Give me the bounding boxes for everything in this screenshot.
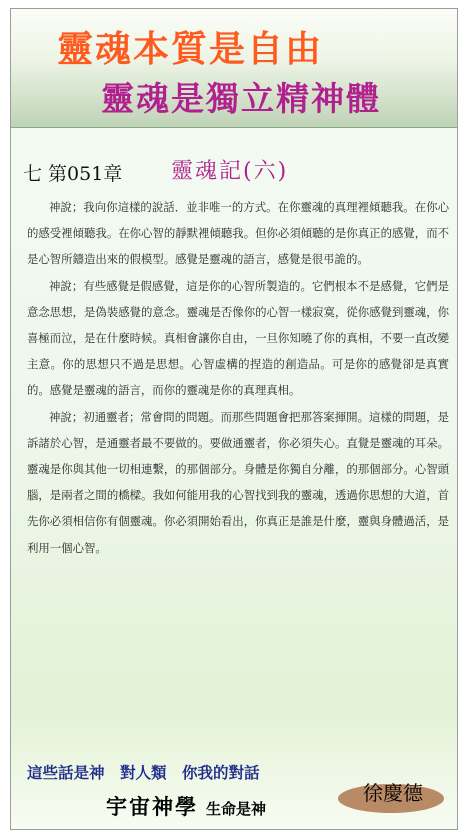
chapter-label: 七 第051章 <box>23 163 123 185</box>
footer-brand <box>106 791 266 821</box>
title-line-2: 靈魂是獨立精神體 <box>101 79 381 118</box>
footer-tagline: 這些話是神 對人類 你我的對話 <box>27 763 260 782</box>
header-banner <box>11 9 457 128</box>
paragraph-2: 神說；有些感覺是假感覺，這是你的心智所製造的。它們根本不是感覺，它們是意念思想，是偽裝感覺的意念。靈魂是否像你的心智一樣寂寞，從你感覺到靈魂，你喜極而泣，是在什麼時候。真相會讓你自由，一旦你知曉了你的真相，不要一直改變主意。你的思想只不過是思想。心智虛構的捏造的創造品。可是你的感覺卻是真實的。感覺是靈魂的語言，而你的靈魂是你的真理真相。 <box>27 278 449 398</box>
author-signature: 徐慶德 <box>363 781 423 805</box>
title-line-1: 靈魂本質是自由 <box>57 29 324 70</box>
footer-brand-name: 宇宙神學 <box>106 794 198 819</box>
article-body <box>27 194 449 561</box>
article-card <box>10 8 458 830</box>
paragraph-1: 神說；我向你這樣的說話．並非唯一的方式。在你靈魂的真理裡傾聽我。在你心的感受裡傾聽我。在你心智的靜默裡傾聽我。但你必須傾聽的是你真正的感覺，而不是心智所鑄造出來的假模型。感覺是靈魂的語言，感覺是很弔詭的。 <box>27 200 449 267</box>
footer-brand-motto: 生命是神 <box>206 800 267 818</box>
paragraph-3: 神說；初通靈者；常會問的問題。而那些問題會把那答案揮開。這樣的問題，是訴諸於心智，是通靈者最不要做的。要做通靈者，你必須失心。直覺是靈魂的耳朵。靈魂是你與其他一切相連繫，的那個部分。身體是你獨自分離，的那個部分。心智頭腦，是兩者之間的橋樑。我如何能用我的心智找到我的靈魂，透過你思想的大道，首先你必須相信你有個靈魂。你必須開始看出，你真正是誰是什麼，靈與身體過活，是利用一個心智。 <box>27 409 449 555</box>
chapter-subtitle: 靈魂記(六) <box>171 159 289 184</box>
